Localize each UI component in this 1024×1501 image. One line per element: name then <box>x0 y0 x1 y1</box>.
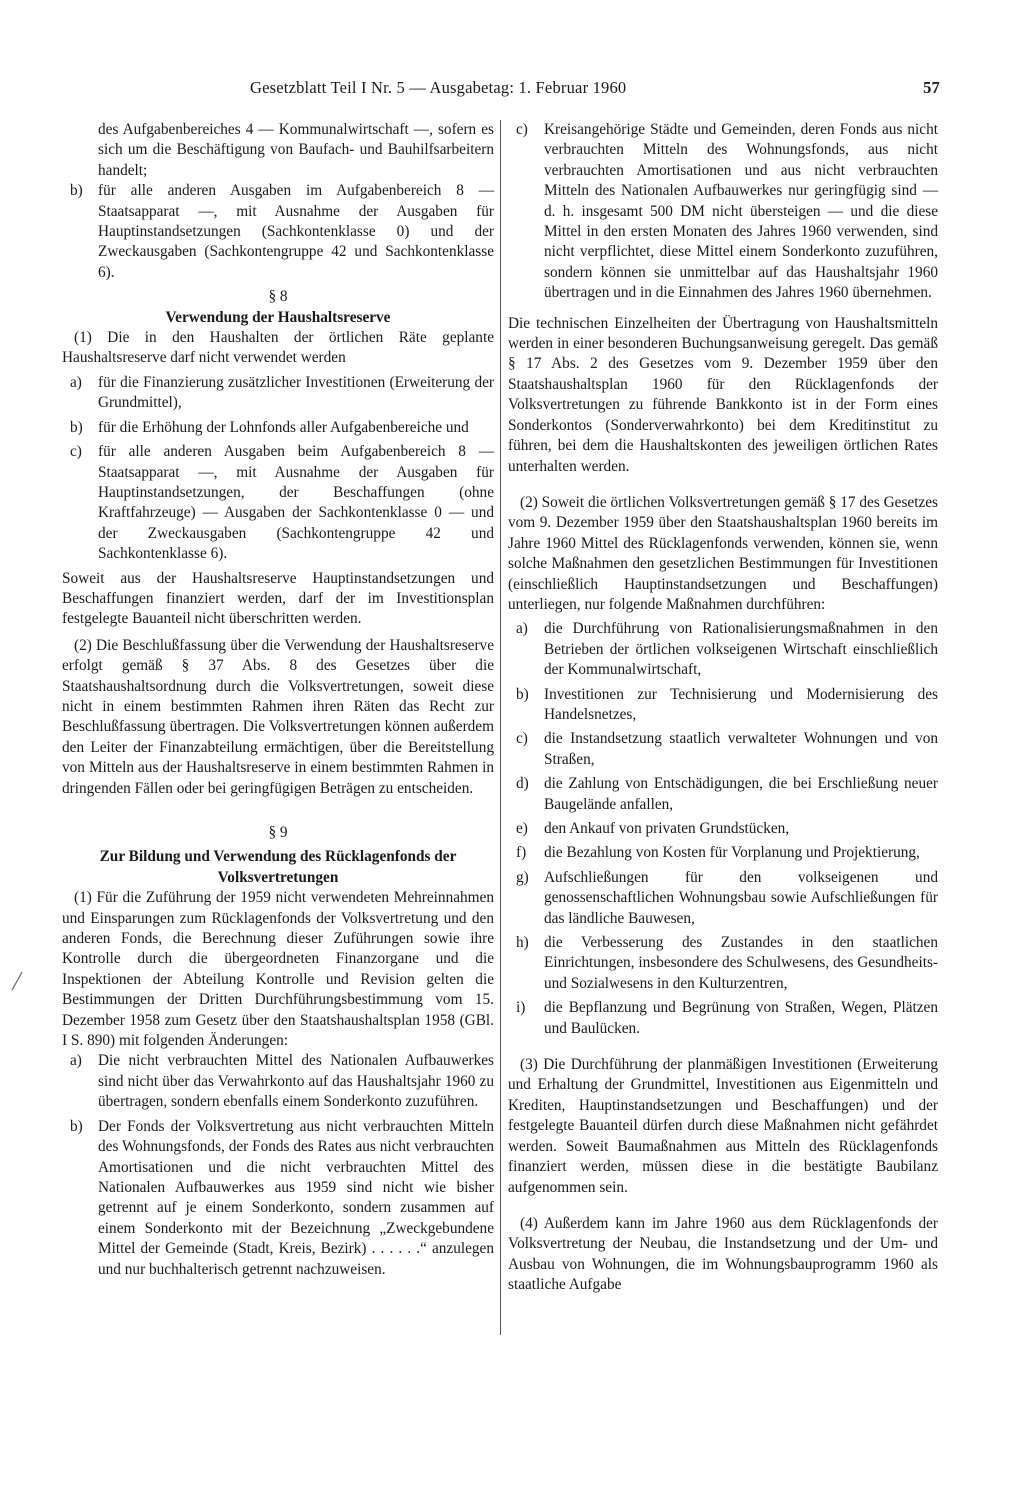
list-item <box>62 373 494 414</box>
section8-list <box>62 373 494 565</box>
list-item <box>508 819 938 839</box>
item-label: b) <box>70 1117 83 1135</box>
item-label: b) <box>516 685 529 703</box>
item-text: Kreisangehörige Städte und Gemeinden, deren Fonds aus nicht verbrauchten Mitteln des Wohnungsfonds, aus nicht verbrauchten Amortisationen und aus nicht verbrauchten Mitteln des Nationalen Aufbauwerkes nur geringfügig sind — d. h. insgesamt 500 DM nicht übersteigen — und die diese Mittel in den ersten Monaten des Jahres 1960 verwenden, sind nicht verpflichtet, diese Mittel einem Sonderkonto zuzuführen, sondern können sie unmittelbar auf das Haushaltsjahr 1960 übertragen und in die Einnahmen des Jahres 1960 übernehmen. <box>544 121 938 302</box>
paragraph: (2) Die Beschlußfassung über die Verwendung der Haushaltsreserve erfolgt gemäß § 37 Abs. 8 des Gesetzes über die Staatshaushaltsordnung durch die Volksvertretungen, soweit diese nicht in einem bestimmten Rahmen ihren Räten das Recht zur Beschlußfassung übertragen. Die Volksvertretungen können außerdem den Leiter der Finanzabteilung ermächtigen, über die Bereitstellung von Mitteln aus der Haushaltsreserve in einem bestimmten Rahmen in dringenden Fällen oder bei geringfügigen Beträgen zu entscheiden. <box>62 636 494 797</box>
list-item <box>508 868 938 929</box>
item-text: Der Fonds der Volksvertretung aus nicht verbrauchten Mitteln des Wohnungsfonds, der Fonds des Rates aus nicht verbrauchten Amortisationen und die nicht verbrauchten Mittel des Nationalen Aufbauwerkes aus 1959 sind nicht wie bisher getrennt auf je einem Sonderkonto, sondern zusammen auf einem Sonderkonto mit der Bezeichnung „Zweckgebundene Mittel der Gemeinde (Stadt, Kreis, Bezirk) . . . . . .“ anzulegen und nur buchhalterisch getrennt nachzuweisen. <box>98 1117 494 1278</box>
page-header <box>250 78 940 100</box>
list-item <box>508 729 938 770</box>
list-item <box>508 685 938 726</box>
paragraph: (1) Die in den Haushalten der örtlichen Räte geplante Haushaltsreserve darf nicht verwendet werden <box>62 329 494 367</box>
item-text: die Instandsetzung staatlich verwalteter Wohnungen und von Straßen, <box>544 730 938 768</box>
item-text: die Verbesserung des Zustandes in den staatlichen Einrichtungen, insbesondere des Schulwesens, des Gesundheits- und Sozialwesens in den Kulturzentren, <box>544 934 938 992</box>
item-label: c) <box>516 121 528 138</box>
item-text: den Ankauf von privaten Grundstücken, <box>544 820 790 837</box>
item-label: g) <box>516 868 529 886</box>
paragraph: Die technischen Einzelheiten der Übertragung von Haushaltsmitteln werden in einer besonderen Buchungsanweisung geregelt. Das gemäß § 17 Abs. 2 des Gesetzes vom 9. Dezember 1959 über den Staatshaushaltsplan 1960 für den Rücklagenfonds der Volksvertretungen zu führende Bankkonto ist in der Form eines Sonderkontos (Sonderverwahrkonto) bei dem Kreditinstitut zu führen, bei dem die Haushaltskonten des jeweiligen örtlichen Rates unterhalten werden. <box>508 314 938 475</box>
item-label: c) <box>516 730 528 748</box>
item-label: e) <box>516 820 528 837</box>
list-item <box>508 843 938 863</box>
right-column <box>508 120 938 1296</box>
item-text: Die nicht verbrauchten Mittel des Nationalen Aufbauwerkes sind nicht über das Verwahrkonto auf das Haushaltsjahr 1960 zu übertragen, sondern ebenfalls einem Sonderkonto zuzuführen. <box>98 1052 494 1111</box>
paragraph: (3) Die Durchführung der planmäßigen Investitionen (Erweiterung und Erhaltung der Grundmittel, Investitionen aus Eigenmitteln und Krediten, Hauptinstandsetzungen und Beschaffungen) und der festgelegte Bauanteil dürfen durch diese Maßnahmen nicht gefährdet werden. Soweit Baumaßnahmen aus Mitteln des Rücklagenfonds finanziert werden, müssen diese in die bestätigte Baubilanz aufgenommen sein. <box>508 1056 938 1196</box>
item-text: für alle anderen Ausgaben im Aufgabenbereich 8 — Staatsapparat —, mit Ausnahme der Ausgaben für Hauptinstandsetzungen (Sachkontenklasse 0) und der Zweckausgaben (Sachkontengruppe 42 und Sachkontenklasse 6). <box>98 182 494 281</box>
section-number: § 8 <box>268 288 288 306</box>
section-number: § 9 <box>268 824 288 841</box>
section9-list <box>62 1051 494 1279</box>
header-title: Gesetzblatt Teil I Nr. 5 — Ausgabetag: 1. Februar 1960 <box>250 78 627 97</box>
list-item <box>508 120 938 304</box>
item-label: b) <box>70 182 83 200</box>
continued-item-text: des Aufgabenbereiches 4 — Kommunalwirtschaft —, sofern es sich um die Beschäftigung von Baufach- und Bauhilfsarbeitern handelt; <box>98 121 494 179</box>
item-label: a) <box>70 373 82 391</box>
item-text: für die Erhöhung der Lohnfonds aller Aufgabenbereiche und <box>98 418 469 436</box>
list-item <box>508 619 938 680</box>
item-text: für die Finanzierung zusätzlicher Investitionen (Erweiterung der Grundmittel), <box>98 373 494 412</box>
list-item <box>508 774 938 815</box>
item-label: d) <box>516 775 529 793</box>
item-label: c) <box>70 443 82 461</box>
item-text: die Zahlung von Entschädigungen, die bei Erschließung neuer Baugelände anfallen, <box>544 775 938 813</box>
list-item <box>62 1117 494 1280</box>
page-number: 57 <box>923 78 940 97</box>
paragraph: (2) Soweit die örtlichen Volksvertretungen gemäß § 17 des Gesetzes vom 9. Dezember 1959 über den Staatshaushaltsplan 1960 bereits im Jahre 1960 Mittel des Rücklagenfonds verwenden, können sie, wenn solche Maßnahmen den gesetzlichen Bestimmungen für Investitionen (einschließlich Hauptinstandsetzungen und Beschaffungen) unterliegen, nur folgende Maßnahmen durchführen: <box>508 493 938 613</box>
item-text: die Durchführung von Rationalisierungsmaßnahmen in den Betrieben der örtlichen volkseigenen Wirtschaft einschließlich der Kommunalwirtschaft, <box>544 620 938 679</box>
paragraph: (1) Für die Zuführung der 1959 nicht verwendeten Mehreinnahmen und Einsparungen zum Rücklagenfonds der Volksvertretung und den anderen Fonds, die Berechnung dieser Zuführungen sowie ihre Kontrolle durch die übergeordneten Finanzorgane und die Inspektionen der Abteilung Kontrolle und Revision gelten die Bestimmungen der Dritten Durchführungsbestimmung vom 15. Dezember 1958 zum Gesetz über den Staatshaushaltsplan 1958 (GBl. I S. 890) mit folgenden Änderungen: <box>62 889 494 1050</box>
item-text: Aufschließungen für den volkseigenen und genossenschaftlichen Wohnungsbau sowie Aufschließungen für das ländliche Bauwesen, <box>544 868 938 927</box>
item-label: i) <box>516 999 526 1017</box>
paragraph: (4) Außerdem kann im Jahre 1960 aus dem Rücklagenfonds der Volksvertretung der Neubau, die Instandsetzung und der Um- und Ausbau von Wohnungen, die im Wohnungsbauprogramm 1960 als staatliche Aufgabe <box>508 1214 938 1294</box>
list-item <box>508 998 938 1039</box>
column-divider <box>500 120 501 1335</box>
item-text: für alle anderen Ausgaben beim Aufgabenbereich 8 — Staatsapparat —, mit Ausnahme der Ausgaben für Hauptinstandsetzungen, der Beschaffungen (ohne Kraftfahrzeuge) — Ausgaben der Sachkontenklasse 0 — und der Zweckausgaben (Sachkontengruppe 42 und Sachkontenklasse 6). <box>98 443 494 563</box>
item-label: a) <box>70 1052 82 1070</box>
measures-list <box>508 619 938 1039</box>
item-label: f) <box>516 844 527 862</box>
list-item <box>62 181 494 283</box>
item-label: a) <box>516 620 528 638</box>
list-item <box>62 418 494 438</box>
list-item <box>62 1051 494 1112</box>
item-label: h) <box>516 934 529 952</box>
margin-pencil-mark <box>10 970 24 992</box>
item-text: Investitionen zur Technisierung und Modernisierung des Handelsnetzes, <box>544 685 938 723</box>
item-text: die Bepflanzung und Begrünung von Straßen, Wegen, Plätzen und Baulücken. <box>544 999 938 1037</box>
section-title: Verwendung der Haushaltsreserve <box>165 308 391 326</box>
list-item <box>508 933 938 994</box>
item-text: die Bezahlung von Kosten für Vorplanung und Projektierung, <box>544 844 920 862</box>
section-title: Zur Bildung und Verwendung des Rücklagenfonds der Volksvertretungen <box>99 848 457 886</box>
item-label: b) <box>70 418 83 436</box>
paragraph: Soweit aus der Haushaltsreserve Hauptinstandsetzungen und Beschaffungen finanziert werden, darf der im Investitionsplan festgelegte Bauanteil nicht überschritten werden. <box>62 569 494 628</box>
list-item <box>62 442 494 564</box>
left-column <box>62 120 494 1280</box>
